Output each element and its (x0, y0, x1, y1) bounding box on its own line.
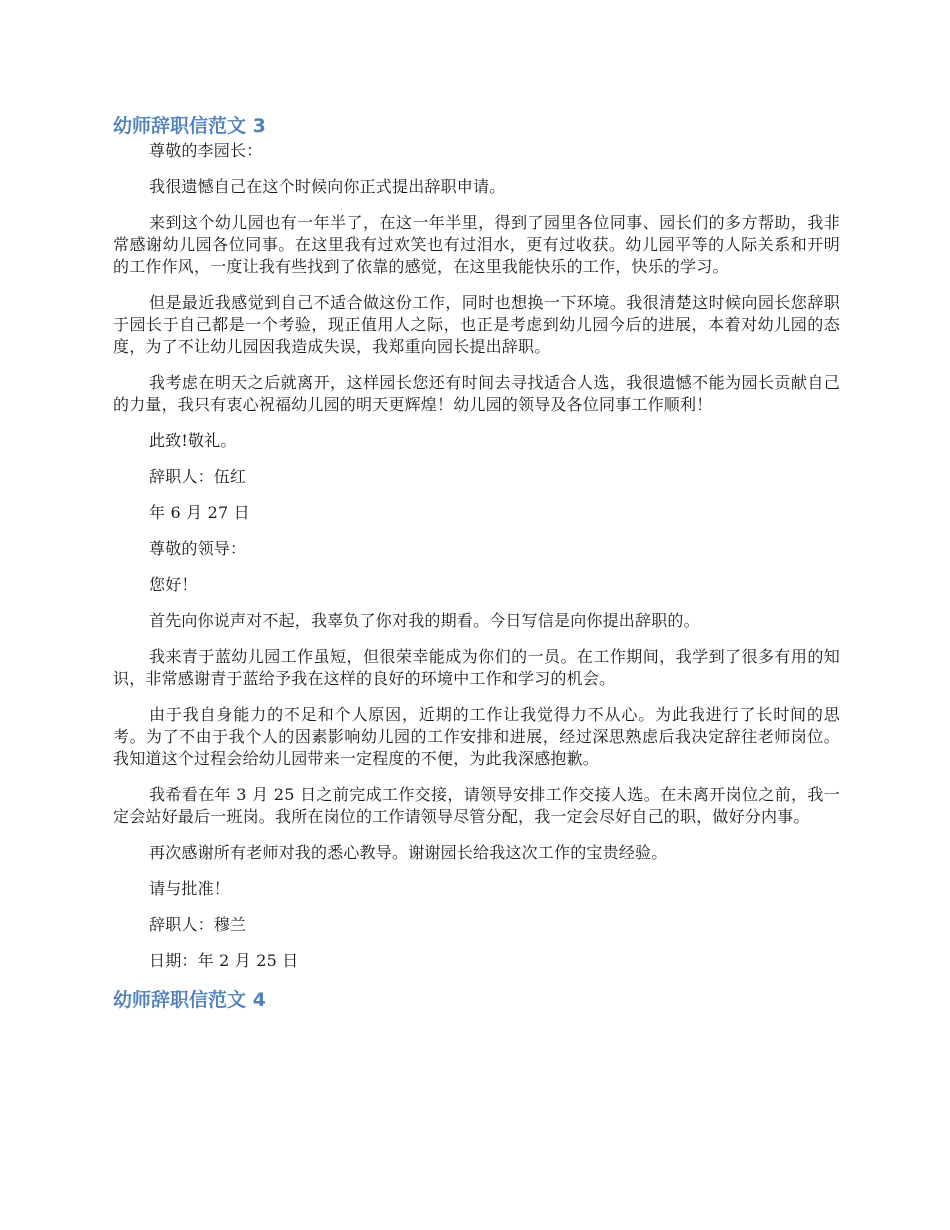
paragraph: 来到这个幼儿园也有一年半了，在这一年半里，得到了园里各位同事、园长们的多方帮助，我非常感谢幼儿园各位同事。在这里我有过欢笑也有过泪水，更有过收获。幼儿园平等的人际关系和开明的工作作风，一度让我有些找到了依靠的感觉，在这里我能快乐的工作，快乐的学习。 (113, 213, 840, 276)
signature: 辞职人：穆兰 (149, 915, 247, 934)
paragraph: 我来青于蓝幼儿园工作虽短，但很荣幸能成为你们的一员。在工作期间，我学到了很多有用的知识，非常感谢青于蓝给予我在这样的良好的环境中工作和学习的机会。 (113, 647, 840, 688)
paragraph: 再次感谢所有老师对我的悉心教导。谢谢园长给我这次工作的宝贵经验。 (149, 843, 668, 862)
paragraph: 我希看在年 3 月 25 日之前完成工作交接，请领导安排工作交接人选。在未离开岗位之前，我一定会站好最后一班岗。我所在岗位的工作请领导尽管分配，我一定会尽好自己的职，做好分内事。 (113, 785, 840, 826)
section-heading-3: 幼师辞职信范文 3 (113, 115, 266, 137)
date-line: 日期：年 2 月 25 日 (149, 951, 299, 970)
document-body (113, 112, 840, 1014)
salutation: 尊敬的领导： (149, 539, 247, 558)
section-heading-4: 幼师辞职信范文 4 (113, 989, 266, 1011)
closing: 此致!敬礼。 (149, 431, 237, 450)
paragraph: 首先向你说声对不起，我辜负了你对我的期看。今日写信是向你提出辞职的。 (149, 611, 700, 630)
paragraph: 我很遗憾自己在这个时候向你正式提出辞职申请。 (149, 177, 506, 196)
request-line: 请与批准！ (149, 879, 231, 898)
salutation: 尊敬的李园长： (149, 141, 263, 160)
signature: 辞职人：伍红 (149, 467, 247, 486)
date-line: 年 6 月 27 日 (149, 503, 250, 522)
paragraph: 但是最近我感觉到自己不适合做这份工作，同时也想换一下环境。我很清楚这时候向园长您辞职于园长于自己都是一个考验，现正值用人之际，也正是考虑到幼儿园今后的进展，本着对幼儿园的态度，为了不让幼儿园因我造成失误，我郑重向园长提出辞职。 (113, 293, 840, 356)
paragraph: 由于我自身能力的不足和个人原因，近期的工作让我觉得力不从心。为此我进行了长时间的思考。为了不由于我个人的因素影响幼儿园的工作安排和进展，经过深思熟虑后我决定辞往老师岗位。我知道这个过程会给幼儿园带来一定程度的不便，为此我深感抱歉。 (113, 705, 840, 768)
greeting: 您好！ (149, 575, 198, 594)
paragraph: 我考虑在明天之后就离开，这样园长您还有时间去寻找适合人选，我很遗憾不能为园长贡献自己的力量，我只有衷心祝福幼儿园的明天更辉煌！幼儿园的领导及各位同事工作顺利！ (113, 373, 840, 414)
